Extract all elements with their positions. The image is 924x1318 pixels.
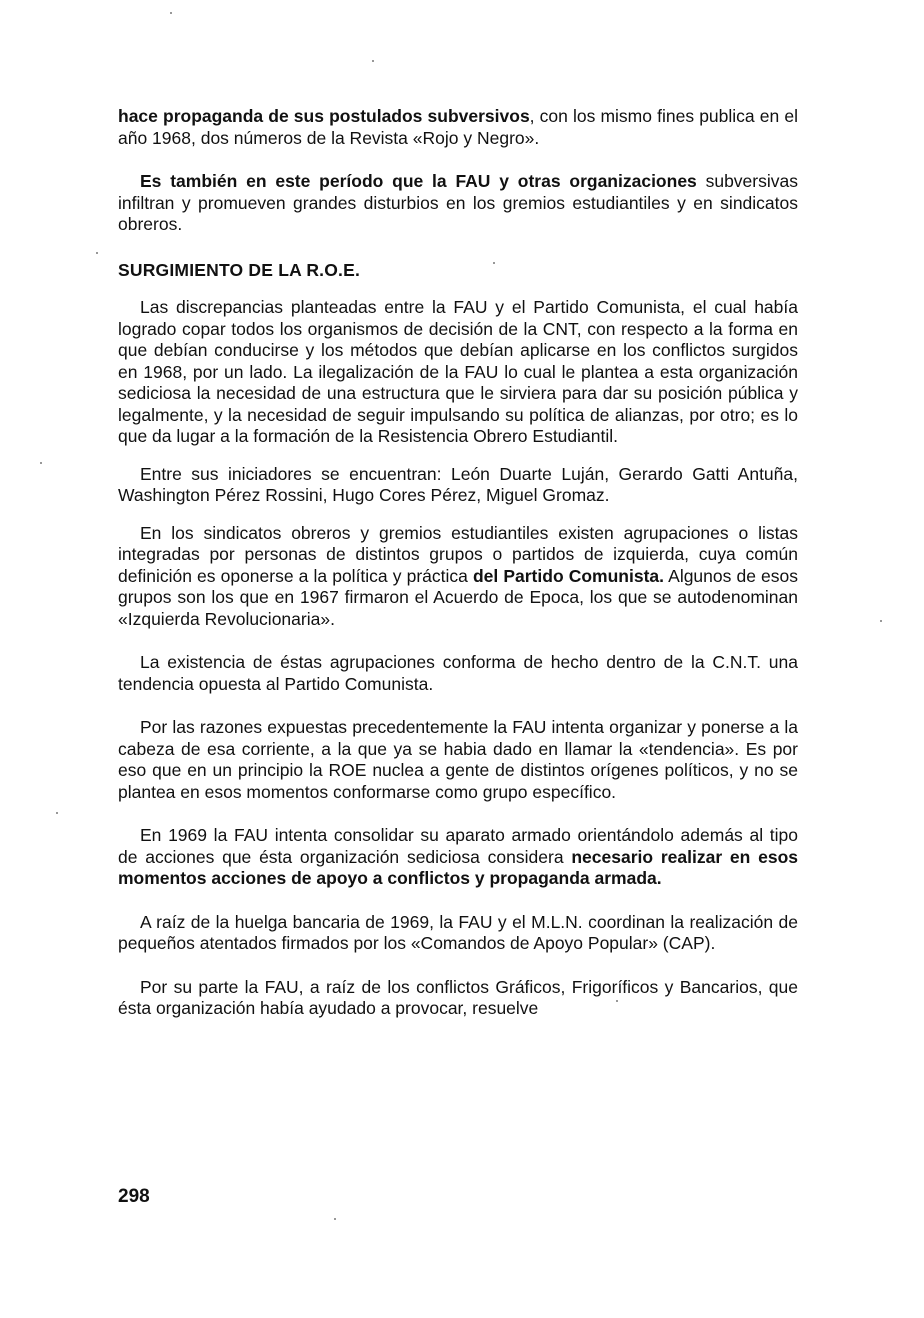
paragraph-10: Por su parte la FAU, a raíz de los conflictos Gráficos, Frigoríficos y Bancarios, que ésta organización había ayudado a provocar, resuelve [118,976,798,1018]
scan-speck [334,1218,336,1220]
scan-speck [372,60,374,62]
paragraph-9: A raíz de la huelga bancaria de 1969, la FAU y el M.L.N. coordinan la realización de pequeños atentados firmados por los «Comandos de Apoyo Popular» (CAP). [118,911,798,953]
paragraph-7: Por las razones expuestas precedentemente la FAU intenta organizar y ponerse a la cabeza de esa corriente, a la que ya se habia dado en llamar la «tendencia». Es por eso que en un principio la ROE nuclea a gente de distintos orígenes políticos, y no se plantea en esos momentos conformarse como grupo específico. [118,717,798,802]
paragraph-3: Las discrepancias planteadas entre la FAU y el Partido Comunista, el cual había logrado copar todos los organismos de decisión de la CNT, con respecto a la forma en que debían conducirse y los métodos que debían aplicarse en los conflictos surgidos en 1968, por un lado. La ilegalización de la FAU lo cual le plantea a esta organización sediciosa la necesidad de una estructura que le sirviera para dar su posición pública y legalmente, y la necesidad de seguir impulsando su política de alianzas, por otro; es lo que da lugar a la formación de la Resistencia Obrero Estudiantil. [118,297,798,446]
section-heading: SURGIMIENTO DE LA R.O.E. [118,259,361,280]
paragraph-4: Entre sus iniciadores se encuentran: León Duarte Luján, Gerardo Gatti Antuña, Washington Pérez Rossini, Hugo Cores Pérez, Miguel Gromaz. [118,463,798,505]
paragraph-1-text: , con los mismo fines publica en el año 1968, dos números de la Revista «Rojo y Negro». [118,106,798,148]
paragraph-1 [118,106,798,149]
paragraph-2-text: subversivas infiltran y promueven grandes disturbios en los gremios estudiantiles y en sindicatos obreros. [118,171,798,234]
scan-speck [170,12,172,14]
paragraph-6: La existencia de éstas agrupaciones conforma de hecho dentro de la C.N.T. una tendencia opuesta al Partido Comunista. [118,652,798,694]
paragraph-5 [118,523,798,631]
scan-speck [56,812,58,814]
paragraph-5-rest: Algunos de esos grupos son los que en 1967 firmaron el Acuerdo de Epoca, los que se autodenominan «Izquierda Revolucionaria». [118,565,799,629]
paragraph-8 [118,825,798,890]
page-number: 298 [118,1186,150,1207]
paragraph-5-text: En los sindicatos obreros y gremios estudiantiles existen agrupaciones o listas integradas por personas de distintos grupos o partidos de izquierda, cuya común definición es oponerse a la política y práctica [118,522,798,586]
scan-speck [880,620,882,622]
scan-speck [616,1000,618,1002]
page-body [118,106,798,1020]
scan-speck [96,252,98,254]
paragraph-1-bold: hace propaganda de sus postulados subversivos [118,106,530,126]
paragraph-8-bold: necesario realizar en esos momentos acciones de apoyo a conflictos y propaganda armada. [118,846,798,888]
scan-speck [40,462,42,464]
scan-speck [493,262,495,264]
paragraph-2-bold: Es también en este período que la FAU y otras organizaciones [140,171,697,191]
paragraph-5-bold: del Partido Comunista. [472,565,665,586]
paragraph-2 [118,171,798,236]
paragraph-8-text: En 1969 la FAU intenta consolidar su aparato armado orientándolo además al tipo de acciones que ésta organización sediciosa considera [118,825,798,867]
